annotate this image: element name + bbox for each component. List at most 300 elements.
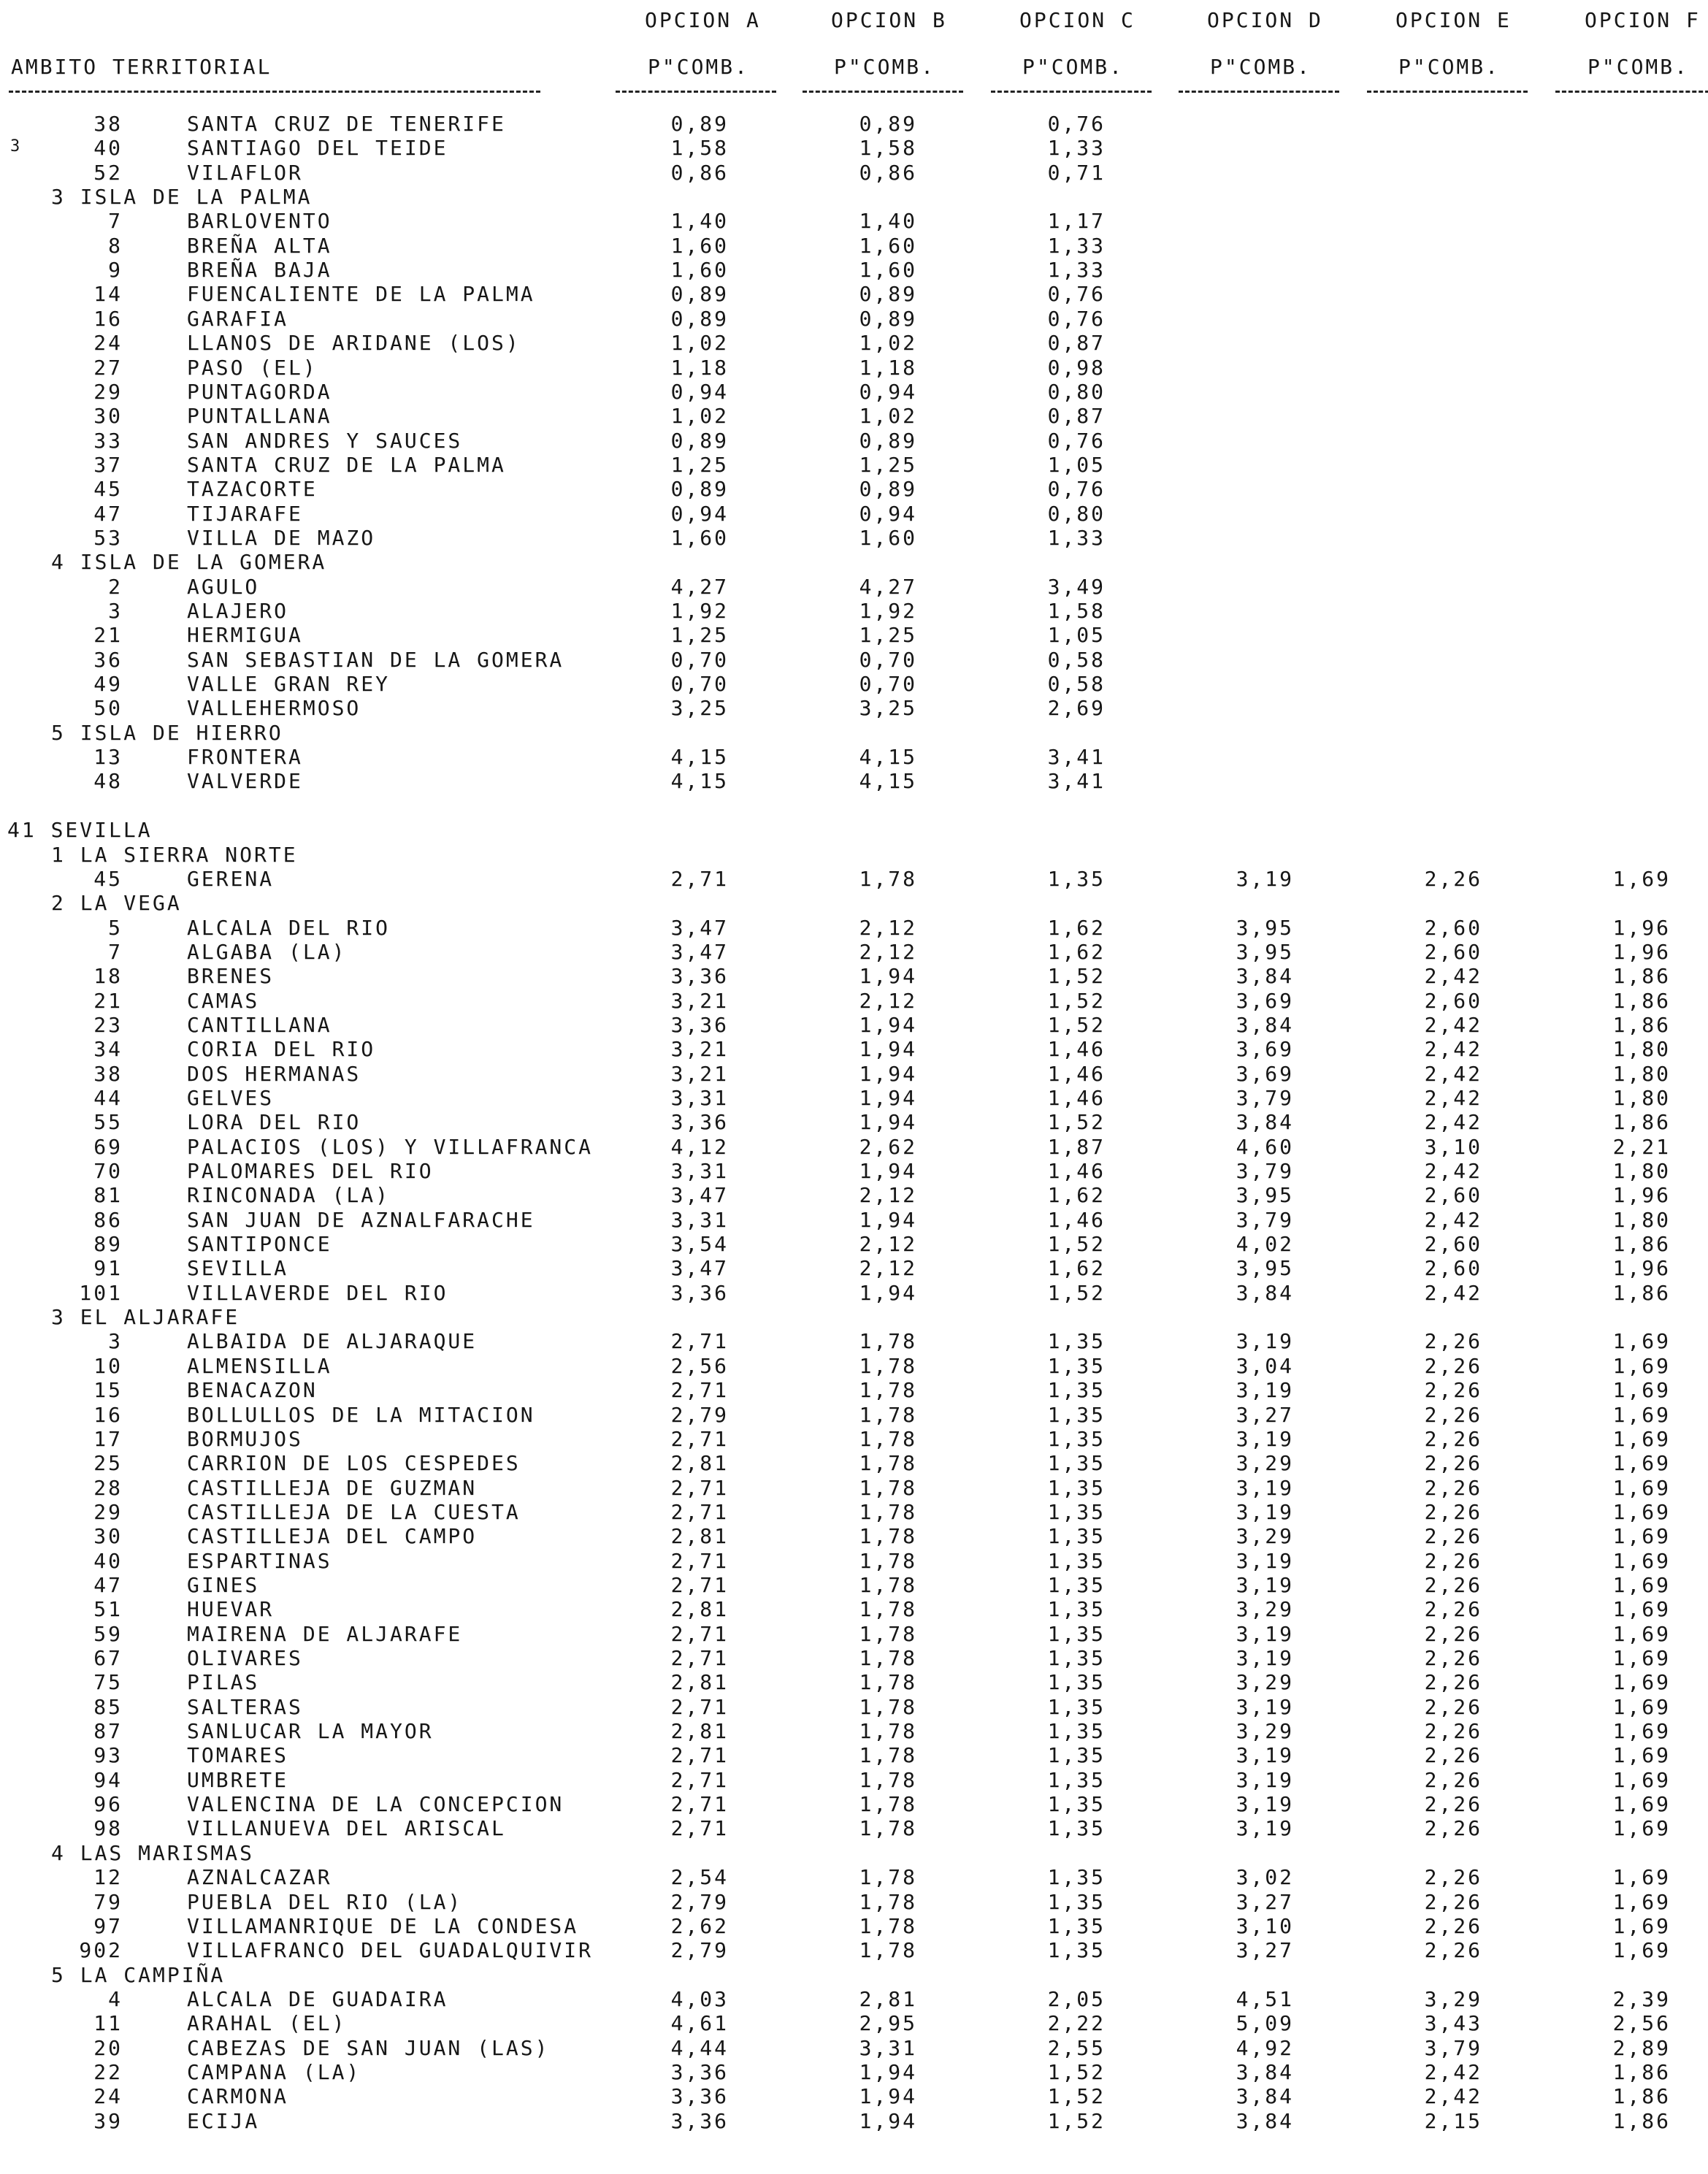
value-cell: 3,36: [670, 2109, 729, 2133]
municipality-code: 45: [93, 867, 123, 891]
value-cell: 0,70: [670, 648, 729, 672]
municipality-name: VILLAFRANCO DEL GUADALQUIVIR: [187, 1938, 594, 1962]
value-cell: 1,52: [1047, 964, 1106, 988]
municipality-name: LLANOS DE ARIDANE (LOS): [187, 331, 521, 355]
value-cell: 3,10: [1236, 1914, 1294, 1938]
municipality-code: 53: [93, 526, 123, 550]
value-cell: 0,70: [670, 672, 729, 696]
value-cell: 4,92: [1236, 2036, 1294, 2060]
municipality-code: 7: [108, 940, 123, 964]
value-cell: 2,42: [1424, 2060, 1482, 2084]
value-cell: 1,35: [1047, 1329, 1106, 1353]
value-cell: 3,95: [1236, 1256, 1294, 1280]
value-cell: 1,46: [1047, 1037, 1106, 1061]
municipality-name: BORMUJOS: [187, 1427, 303, 1451]
municipality-code: 30: [93, 404, 123, 428]
value-cell: 1,35: [1047, 1695, 1106, 1719]
municipality-code: 14: [93, 282, 123, 306]
value-cell: 1,78: [859, 1378, 917, 1402]
value-cell: 0,89: [670, 429, 729, 453]
value-cell: 1,94: [859, 1037, 917, 1061]
value-cell: 0,87: [1047, 404, 1106, 428]
value-cell: 3,43: [1424, 2011, 1482, 2035]
value-cell: 2,12: [859, 916, 917, 940]
value-cell: 2,26: [1424, 1622, 1482, 1646]
value-cell: 1,35: [1047, 867, 1106, 891]
municipality-code: 40: [93, 136, 123, 160]
municipality-code: 81: [93, 1183, 123, 1207]
value-cell: 3,19: [1236, 1792, 1294, 1816]
value-cell: 0,87: [1047, 331, 1106, 355]
municipality-name: SANTA CRUZ DE TENERIFE: [187, 112, 506, 136]
value-cell: 3,47: [670, 1183, 729, 1207]
value-cell: 1,78: [859, 1816, 917, 1840]
value-cell: 2,12: [859, 1256, 917, 1280]
municipality-name: CASTILLEJA DE LA CUESTA: [187, 1500, 521, 1524]
municipality-code: 44: [93, 1086, 123, 1110]
value-cell: 1,78: [859, 1670, 917, 1694]
value-cell: 1,86: [1612, 1281, 1671, 1305]
value-cell: 3,47: [670, 940, 729, 964]
value-cell: 1,69: [1612, 1890, 1671, 1914]
value-cell: 1,86: [1612, 2109, 1671, 2133]
value-cell: 1,35: [1047, 1451, 1106, 1475]
value-cell: 1,94: [859, 1281, 917, 1305]
value-cell: 1,33: [1047, 526, 1106, 550]
value-cell: 1,69: [1612, 1524, 1671, 1548]
value-cell: 2,60: [1424, 1256, 1482, 1280]
municipality-code: 20: [93, 2036, 123, 2060]
value-cell: 1,35: [1047, 1890, 1106, 1914]
value-cell: 1,25: [859, 453, 917, 477]
municipality-code: 69: [93, 1135, 123, 1159]
municipality-name: SANLUCAR LA MAYOR: [187, 1719, 434, 1743]
value-cell: 4,27: [859, 575, 917, 599]
value-cell: 1,94: [859, 1013, 917, 1037]
value-cell: 3,19: [1236, 1816, 1294, 1840]
value-cell: 1,86: [1612, 989, 1671, 1013]
value-cell: 0,76: [1047, 477, 1106, 501]
value-cell: 1,69: [1612, 1622, 1671, 1646]
value-cell: 3,79: [1236, 1208, 1294, 1232]
value-cell: 1,35: [1047, 1646, 1106, 1670]
value-cell: 2,21: [1612, 1135, 1671, 1159]
value-cell: 3,84: [1236, 1013, 1294, 1037]
value-cell: 1,80: [1612, 1208, 1671, 1232]
value-cell: 2,26: [1424, 1865, 1482, 1889]
municipality-code: 21: [93, 989, 123, 1013]
municipality-name: DOS HERMANAS: [187, 1062, 361, 1086]
value-cell: 1,94: [859, 1159, 917, 1183]
municipality-name: ALBAIDA DE ALJARAQUE: [187, 1329, 478, 1353]
value-cell: 3,27: [1236, 1890, 1294, 1914]
value-cell: 2,81: [670, 1451, 729, 1475]
option-header: OPCION A: [645, 8, 761, 32]
value-cell: 1,78: [859, 1329, 917, 1353]
municipality-name: BARLOVENTO: [187, 209, 332, 233]
municipality-code: 40: [93, 1549, 123, 1573]
value-cell: 0,89: [859, 282, 917, 306]
municipality-name: BRENES: [187, 964, 275, 988]
municipality-code: 11: [93, 2011, 123, 2035]
value-cell: 1,80: [1612, 1062, 1671, 1086]
municipality-name: AZNALCAZAR: [187, 1865, 332, 1889]
municipality-name: SALTERAS: [187, 1695, 303, 1719]
municipality-code: 59: [93, 1622, 123, 1646]
value-cell: 3,21: [670, 1037, 729, 1061]
value-cell: 1,86: [1612, 964, 1671, 988]
value-cell: 1,60: [670, 526, 729, 550]
value-cell: 2,42: [1424, 1086, 1482, 1110]
municipality-name: VALENCINA DE LA CONCEPCION: [187, 1792, 564, 1816]
value-cell: 3,29: [1236, 1670, 1294, 1694]
value-cell: 2,71: [670, 1329, 729, 1353]
municipality-code: 98: [93, 1816, 123, 1840]
value-cell: 1,33: [1047, 258, 1106, 282]
municipality-name: RINCONADA (LA): [187, 1183, 391, 1207]
value-cell: 1,96: [1612, 1256, 1671, 1280]
value-cell: 2,71: [670, 1622, 729, 1646]
value-cell: 4,27: [670, 575, 729, 599]
value-cell: 3,31: [670, 1208, 729, 1232]
value-cell: 0,89: [670, 282, 729, 306]
municipality-name: GELVES: [187, 1086, 275, 1110]
value-cell: 1,69: [1612, 1354, 1671, 1378]
municipality-name: ALGABA (LA): [187, 940, 347, 964]
value-cell: 3,84: [1236, 964, 1294, 988]
municipality-code: 38: [93, 1062, 123, 1086]
value-cell: 3,49: [1047, 575, 1106, 599]
value-cell: 1,78: [859, 1792, 917, 1816]
value-cell: 1,35: [1047, 1816, 1106, 1840]
value-cell: 3,19: [1236, 1622, 1294, 1646]
value-cell: 3,36: [670, 964, 729, 988]
value-cell: 1,69: [1612, 1938, 1671, 1962]
municipality-name: BOLLULLOS DE LA MITACION: [187, 1403, 535, 1427]
margin-mark: 3: [10, 137, 23, 156]
municipality-name: ALCALA DE GUADAIRA: [187, 1987, 448, 2011]
value-cell: 1,33: [1047, 234, 1106, 258]
value-cell: 3,19: [1236, 1743, 1294, 1767]
value-cell: 3,84: [1236, 1110, 1294, 1134]
municipality-name: CASTILLEJA DE GUZMAN: [187, 1476, 478, 1500]
value-cell: 2,22: [1047, 2011, 1106, 2035]
value-cell: 1,60: [670, 234, 729, 258]
municipality-code: 23: [93, 1013, 123, 1037]
option-subheader: P"COMB.: [1588, 55, 1690, 79]
value-cell: 1,60: [859, 234, 917, 258]
value-cell: 1,02: [859, 331, 917, 355]
value-cell: 3,69: [1236, 989, 1294, 1013]
municipality-name: SANTIAGO DEL TEIDE: [187, 136, 448, 160]
municipality-name: UMBRETE: [187, 1768, 289, 1792]
province-heading: 41 SEVILLA: [7, 818, 153, 842]
municipality-name: FRONTERA: [187, 745, 303, 769]
value-cell: 1,52: [1047, 1013, 1106, 1037]
value-cell: 0,80: [1047, 380, 1106, 404]
value-cell: 2,26: [1424, 1524, 1482, 1548]
municipality-code: 13: [93, 745, 123, 769]
municipality-code: 36: [93, 648, 123, 672]
value-cell: 1,46: [1047, 1159, 1106, 1183]
value-cell: 1,35: [1047, 1792, 1106, 1816]
municipality-name: GINES: [187, 1573, 260, 1597]
value-cell: 1,96: [1612, 940, 1671, 964]
value-cell: 1,58: [1047, 599, 1106, 623]
value-cell: 5,09: [1236, 2011, 1294, 2035]
value-cell: 3,10: [1424, 1135, 1482, 1159]
municipality-name: SANTIPONCE: [187, 1232, 332, 1256]
municipality-name: ALMENSILLA: [187, 1354, 332, 1378]
municipality-code: 24: [93, 331, 123, 355]
value-cell: 3,19: [1236, 867, 1294, 891]
value-cell: 1,35: [1047, 1549, 1106, 1573]
value-cell: 1,94: [859, 2084, 917, 2108]
value-cell: 1,35: [1047, 1524, 1106, 1548]
value-cell: 1,78: [859, 1597, 917, 1621]
ambito-divider: [9, 91, 540, 93]
value-cell: 1,78: [859, 1573, 917, 1597]
municipality-code: 22: [93, 2060, 123, 2084]
municipality-code: 49: [93, 672, 123, 696]
value-cell: 1,35: [1047, 1476, 1106, 1500]
municipality-code: 3: [108, 599, 123, 623]
option-subheader: P"COMB.: [1022, 55, 1125, 79]
value-cell: 2,60: [1424, 940, 1482, 964]
value-cell: 0,89: [859, 477, 917, 501]
value-cell: 3,27: [1236, 1403, 1294, 1427]
value-cell: 0,98: [1047, 356, 1106, 380]
value-cell: 0,89: [859, 429, 917, 453]
municipality-code: 34: [93, 1037, 123, 1061]
value-cell: 4,15: [670, 745, 729, 769]
value-cell: 3,36: [670, 1281, 729, 1305]
value-cell: 1,80: [1612, 1037, 1671, 1061]
value-cell: 1,78: [859, 1500, 917, 1524]
value-cell: 0,94: [670, 502, 729, 526]
municipality-name: FUENCALIENTE DE LA PALMA: [187, 282, 535, 306]
municipality-code: 87: [93, 1719, 123, 1743]
value-cell: 1,69: [1612, 1573, 1671, 1597]
value-cell: 1,60: [859, 526, 917, 550]
value-cell: 0,94: [670, 380, 729, 404]
value-cell: 3,29: [1236, 1524, 1294, 1548]
municipality-name: VALLEHERMOSO: [187, 696, 361, 720]
value-cell: 2,71: [670, 1695, 729, 1719]
municipality-code: 96: [93, 1792, 123, 1816]
value-cell: 2,26: [1424, 1476, 1482, 1500]
value-cell: 3,19: [1236, 1768, 1294, 1792]
value-cell: 3,19: [1236, 1427, 1294, 1451]
value-cell: 0,89: [670, 477, 729, 501]
municipality-name: TOMARES: [187, 1743, 289, 1767]
value-cell: 1,78: [859, 1476, 917, 1500]
municipality-code: 75: [93, 1670, 123, 1694]
value-cell: 0,58: [1047, 672, 1106, 696]
value-cell: 2,71: [670, 867, 729, 891]
value-cell: 1,80: [1612, 1159, 1671, 1183]
municipality-code: 101: [79, 1281, 123, 1305]
value-cell: 2,39: [1612, 1987, 1671, 2011]
municipality-code: 10: [93, 1354, 123, 1378]
value-cell: 2,89: [1612, 2036, 1671, 2060]
value-cell: 1,69: [1612, 1476, 1671, 1500]
value-cell: 2,71: [670, 1549, 729, 1573]
option-subheader: P"COMB.: [648, 55, 750, 79]
municipality-name: ALAJERO: [187, 599, 289, 623]
value-cell: 1,33: [1047, 136, 1106, 160]
option-divider: [616, 91, 776, 93]
municipality-name: MAIRENA DE ALJARAFE: [187, 1622, 463, 1646]
value-cell: 1,78: [859, 867, 917, 891]
value-cell: 3,31: [859, 2036, 917, 2060]
value-cell: 1,78: [859, 1427, 917, 1451]
value-cell: 1,35: [1047, 1427, 1106, 1451]
value-cell: 2,62: [670, 1914, 729, 1938]
value-cell: 2,71: [670, 1768, 729, 1792]
option-subheader: P"COMB.: [1210, 55, 1312, 79]
municipality-code: 9: [108, 258, 123, 282]
value-cell: 2,54: [670, 1865, 729, 1889]
municipality-code: 70: [93, 1159, 123, 1183]
value-cell: 1,05: [1047, 453, 1106, 477]
municipality-name: CABEZAS DE SAN JUAN (LAS): [187, 2036, 550, 2060]
comarca-heading: 4 ISLA DE LA GOMERA: [51, 550, 327, 574]
municipality-name: VILLA DE MAZO: [187, 526, 376, 550]
municipality-code: 89: [93, 1232, 123, 1256]
municipality-code: 2: [108, 575, 123, 599]
value-cell: 1,69: [1612, 1403, 1671, 1427]
value-cell: 1,86: [1612, 1110, 1671, 1134]
municipality-name: SEVILLA: [187, 1256, 289, 1280]
value-cell: 0,80: [1047, 502, 1106, 526]
value-cell: 2,12: [859, 940, 917, 964]
value-cell: 1,35: [1047, 1768, 1106, 1792]
value-cell: 2,42: [1424, 1208, 1482, 1232]
value-cell: 3,29: [1236, 1451, 1294, 1475]
value-cell: 2,71: [670, 1646, 729, 1670]
value-cell: 1,62: [1047, 940, 1106, 964]
municipality-name: CAMPANA (LA): [187, 2060, 361, 2084]
value-cell: 1,35: [1047, 1573, 1106, 1597]
municipality-name: ALCALA DEL RIO: [187, 916, 391, 940]
municipality-code: 94: [93, 1768, 123, 1792]
value-cell: 2,26: [1424, 1816, 1482, 1840]
municipality-code: 902: [79, 1938, 123, 1962]
value-cell: 3,69: [1236, 1037, 1294, 1061]
value-cell: 1,78: [859, 1719, 917, 1743]
value-cell: 3,29: [1236, 1719, 1294, 1743]
municipality-name: VILLAVERDE DEL RIO: [187, 1281, 448, 1305]
value-cell: 1,69: [1612, 1427, 1671, 1451]
value-cell: 2,26: [1424, 1719, 1482, 1743]
value-cell: 2,15: [1424, 2109, 1482, 2133]
value-cell: 2,81: [670, 1524, 729, 1548]
value-cell: 1,35: [1047, 1865, 1106, 1889]
value-cell: 1,69: [1612, 1743, 1671, 1767]
value-cell: 2,79: [670, 1938, 729, 1962]
value-cell: 3,36: [670, 1013, 729, 1037]
municipality-code: 25: [93, 1451, 123, 1475]
municipality-code: 97: [93, 1914, 123, 1938]
option-divider: [1367, 91, 1528, 93]
value-cell: 1,69: [1612, 1329, 1671, 1353]
value-cell: 3,36: [670, 1110, 729, 1134]
value-cell: 1,35: [1047, 1719, 1106, 1743]
value-cell: 1,35: [1047, 1670, 1106, 1694]
municipality-name: LORA DEL RIO: [187, 1110, 361, 1134]
municipality-code: 5: [108, 916, 123, 940]
value-cell: 3,69: [1236, 1062, 1294, 1086]
municipality-name: ARAHAL (EL): [187, 2011, 347, 2035]
value-cell: 2,81: [670, 1670, 729, 1694]
municipality-code: 16: [93, 1403, 123, 1427]
value-cell: 2,26: [1424, 1890, 1482, 1914]
value-cell: 2,26: [1424, 1451, 1482, 1475]
value-cell: 1,58: [859, 136, 917, 160]
municipality-code: 86: [93, 1208, 123, 1232]
value-cell: 1,87: [1047, 1135, 1106, 1159]
value-cell: 0,89: [670, 307, 729, 331]
option-subheader: P"COMB.: [834, 55, 936, 79]
municipality-code: 21: [93, 623, 123, 647]
value-cell: 1,78: [859, 1403, 917, 1427]
value-cell: 2,79: [670, 1890, 729, 1914]
value-cell: 2,42: [1424, 1062, 1482, 1086]
municipality-name: SAN SEBASTIAN DE LA GOMERA: [187, 648, 564, 672]
value-cell: 1,86: [1612, 1013, 1671, 1037]
value-cell: 4,03: [670, 1987, 729, 2011]
municipality-name: PALOMARES DEL RIO: [187, 1159, 434, 1183]
ambito-header: AMBITO TERRITORIAL: [11, 55, 272, 79]
value-cell: 2,60: [1424, 1232, 1482, 1256]
value-cell: 0,89: [859, 112, 917, 136]
value-cell: 1,35: [1047, 1354, 1106, 1378]
value-cell: 0,94: [859, 502, 917, 526]
value-cell: 1,60: [670, 258, 729, 282]
value-cell: 2,95: [859, 2011, 917, 2035]
value-cell: 2,26: [1424, 1743, 1482, 1767]
value-cell: 1,78: [859, 1695, 917, 1719]
value-cell: 2,26: [1424, 1500, 1482, 1524]
municipality-name: CANTILLANA: [187, 1013, 332, 1037]
municipality-code: 38: [93, 112, 123, 136]
municipality-code: 55: [93, 1110, 123, 1134]
value-cell: 1,69: [1612, 1914, 1671, 1938]
value-cell: 1,78: [859, 1890, 917, 1914]
value-cell: 3,29: [1424, 1987, 1482, 2011]
value-cell: 3,79: [1236, 1159, 1294, 1183]
municipality-name: BENACAZON: [187, 1378, 318, 1402]
municipality-name: ESPARTINAS: [187, 1549, 332, 1573]
value-cell: 1,94: [859, 1062, 917, 1086]
option-header: OPCION C: [1019, 8, 1136, 32]
value-cell: 0,76: [1047, 307, 1106, 331]
value-cell: 2,42: [1424, 1037, 1482, 1061]
value-cell: 2,26: [1424, 867, 1482, 891]
value-cell: 1,94: [859, 1208, 917, 1232]
value-cell: 2,71: [670, 1500, 729, 1524]
option-subheader: P"COMB.: [1398, 55, 1501, 79]
value-cell: 1,69: [1612, 1792, 1671, 1816]
value-cell: 1,69: [1612, 1816, 1671, 1840]
value-cell: 1,78: [859, 1865, 917, 1889]
value-cell: 2,71: [670, 1792, 729, 1816]
value-cell: 3,19: [1236, 1378, 1294, 1402]
municipality-code: 93: [93, 1743, 123, 1767]
option-header: OPCION B: [831, 8, 947, 32]
value-cell: 1,69: [1612, 1865, 1671, 1889]
